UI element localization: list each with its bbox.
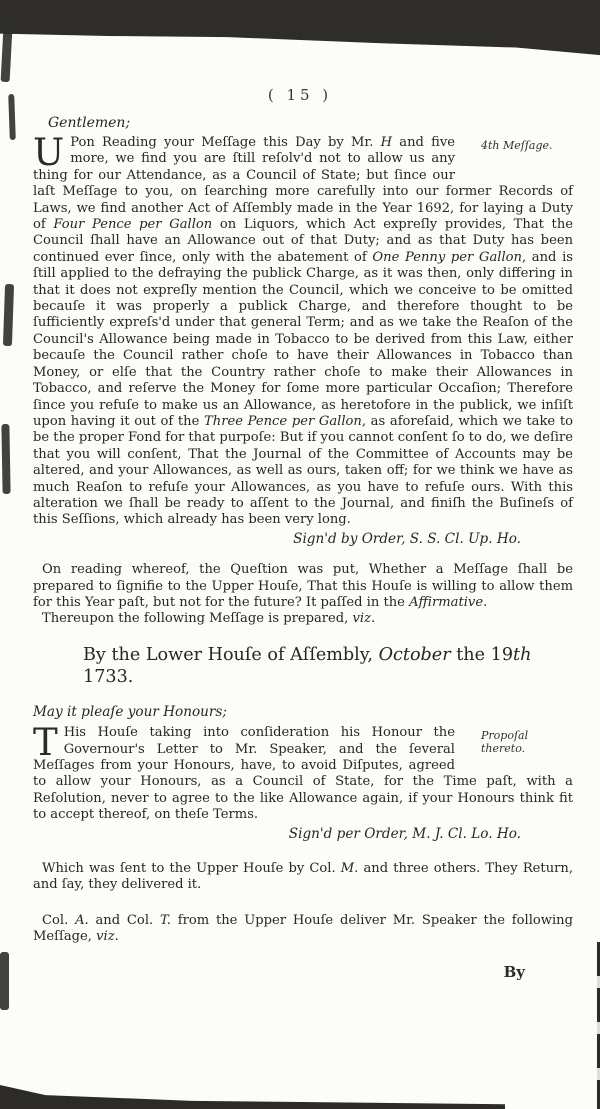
salutation-honours: May it pleaſe your Honours;: [33, 703, 227, 720]
text-column: [33, 131, 573, 981]
paragraph-council-reply-text: Pon Reading your Meſſage this Day by Mr. H and five more, we find you are ſtill reſolv'd not to allow us any thing for our Attendance, as a Council of State; but ſince our laſt Meſſage to you, on ſearching more carefully into our former Records of Laws, we find another Act of Aſſembly made in the Year 1692, for laying a Duty of Four Pence per Gallon on Liquors, which Act expreſly provides, That the Council ſhall have an Allowance out of that Duty; and as that Duty has been continued ever ſince, only with the abatement of One Penny per Gallon, and is ſtill applied to the defraying the publick Charge, as it was then, only differing in that it does not expreſly mention the Council, which we conceive to be omitted becauſe it was properly a publick Charge, and therefore thought to be ſufficiently expreſs'd under that general Term; and as we take the Reaſon of the Council's Allowance being made in Tobacco to be derived from this Law, either becauſe the Council rather choſe to have their Allowances in Tobacco than Money, or elſe that the Country rather choſe to make their Allowances in Tobacco, and reſerve the Money for ſome more particular Occaſion; Therefore ſince you refuſe to make us an Allowance, as heretofore in the publick, we inſiſt upon having it out of the Three Pence per Gallon, as aforeſaid, which we take to be the proper Fond for that purpoſe: But if you cannot conſent ſo to do, we deſire that you will conſent, That the Journal of the Committee of Accounts may be altered, and your Allowances, as well as ours, taken off; for we think we have as much Reaſon to refuſe your Allowances, as you have to refuſe ours. With this alteration we ſhall be ready to aſſent to the Journal, and finiſh the Buſineſs of this Seſſions, which already has been very long.: [33, 135, 573, 528]
section-heading-lower-house: By the Lower Houſe of Aſſembly, October the 19th 1733.: [83, 644, 532, 687]
margin-note-proposal-thereto: Propoſal thereto.: [481, 729, 529, 756]
signature-lower-house-clerk: Sign'd per Order, M. J. Cl. Lo. Ho.: [288, 825, 521, 842]
paragraph-on-reading: On reading whereof, the Queſtion was put, Whether a Meſſage ſhall be prepared to ſignifie to the Upper Houſe, That this Houſe is willing to allow them for this Year paſt, but not for the future? It paſſed in the Affirmative.: [33, 562, 573, 610]
page-number: ( 15 ): [267, 86, 333, 104]
salutation-gentlemen: Gentlemen;: [48, 115, 131, 131]
catchword: By: [503, 962, 525, 981]
dropcap-u: U: [33, 131, 65, 174]
scan-left-smudge-5: [0, 952, 9, 1010]
paragraph-council-reply: [33, 131, 573, 529]
scan-left-smudge-3: [3, 284, 14, 346]
scan-bottom-edge: [0, 1085, 505, 1109]
paragraph-house-proposal-text: His Houſe taking into conſideration his Honour the Governour's Letter to Mr. Speaker, and the ſeveral Meſſages from your Honours, have, to avoid Diſputes, agreed to allow your Honours, as a Council of State, for the Time paſt, with a Reſolution, never to agree to the like Allowance again, if your Honours think fit to accept thereof, on theſe Terms.: [33, 725, 573, 823]
scan-left-smudge-1: [1, 28, 13, 82]
margin-note-4th-message: 4th Meſſage.: [481, 139, 553, 152]
signature-upper-house-clerk: Sign'd by Order, S. S. Cl. Up. Ho.: [293, 530, 521, 547]
paragraph-sent-upper-house: Which was ſent to the Upper Houſe by Col. M. and three others. They Return, and ſay, they delivered it.: [33, 861, 573, 893]
paragraph-colonels-deliver: Col. A. and Col. T. from the Upper Houſe deliver Mr. Speaker the following Meſſage, viz.: [33, 912, 573, 945]
scan-left-smudge-4: [1, 424, 10, 494]
paragraph-thereupon: Thereupon the following Meſſage is prepared, viz.: [42, 611, 376, 627]
scan-top-edge: [0, 0, 600, 58]
dropcap-t: T: [33, 721, 58, 765]
paragraph-house-proposal: [33, 721, 573, 823]
